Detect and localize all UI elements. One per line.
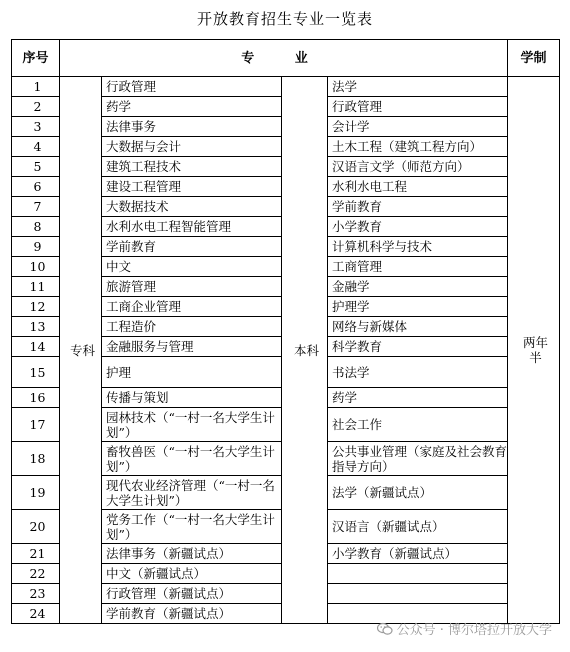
benke-major: 金融学 — [328, 277, 508, 297]
zhuanke-major: 建筑工程技术 — [102, 157, 282, 177]
benke-major — [328, 564, 508, 584]
row-number: 19 — [12, 476, 60, 510]
row-number: 13 — [12, 317, 60, 337]
duration-value — [508, 77, 560, 624]
header-major-label: 专 业 — [241, 50, 326, 66]
row-number: 6 — [12, 177, 60, 197]
benke-major: 书法学 — [328, 357, 508, 388]
duration-text: 两年半 — [523, 335, 549, 365]
table-body — [12, 77, 560, 624]
zhuanke-major: 法律事务（新疆试点） — [102, 544, 282, 564]
row-number: 11 — [12, 277, 60, 297]
zhuanke-major: 药学 — [102, 97, 282, 117]
row-number: 20 — [12, 510, 60, 544]
row-number: 12 — [12, 297, 60, 317]
zhuanke-major: 大数据与会计 — [102, 137, 282, 157]
zhuanke-major: 行政管理（新疆试点） — [102, 584, 282, 604]
benke-major: 小学教育（新疆试点） — [328, 544, 508, 564]
benke-major: 网络与新媒体 — [328, 317, 508, 337]
benke-major: 行政管理 — [328, 97, 508, 117]
row-number: 3 — [12, 117, 60, 137]
benke-major: 法学（新疆试点） — [328, 476, 508, 510]
zhuanke-major: 护理 — [102, 357, 282, 388]
row-number: 16 — [12, 388, 60, 408]
row-number: 18 — [12, 442, 60, 476]
zhuanke-major: 园林技术（“一村一名大学生计划”） — [102, 408, 282, 442]
benke-major — [328, 584, 508, 604]
row-number: 17 — [12, 408, 60, 442]
row-number: 5 — [12, 157, 60, 177]
zhuanke-major: 大数据技术 — [102, 197, 282, 217]
benke-major: 社会工作 — [328, 408, 508, 442]
page-title: 开放教育招生专业一览表 — [196, 10, 373, 28]
zhuanke-major: 学前教育 — [102, 237, 282, 257]
table-row — [12, 77, 560, 97]
row-number: 9 — [12, 237, 60, 257]
benke-major: 科学教育 — [328, 337, 508, 357]
zhuanke-major: 法律事务 — [102, 117, 282, 137]
header-major — [60, 40, 508, 77]
benke-major: 汉语言（新疆试点） — [328, 510, 508, 544]
zhuanke-major: 工商企业管理 — [102, 297, 282, 317]
zhuanke-major: 畜牧兽医（“一村一名大学生计划”） — [102, 442, 282, 476]
row-number: 2 — [12, 97, 60, 117]
row-number: 15 — [12, 357, 60, 388]
zhuanke-major: 水利水电工程智能管理 — [102, 217, 282, 237]
header-duration: 学制 — [508, 40, 560, 77]
benke-major: 护理学 — [328, 297, 508, 317]
majors-table — [11, 39, 560, 624]
row-number: 1 — [12, 77, 60, 97]
zhuanke-major: 中文 — [102, 257, 282, 277]
row-number: 23 — [12, 584, 60, 604]
benke-major: 药学 — [328, 388, 508, 408]
row-number: 8 — [12, 217, 60, 237]
zhuanke-major: 中文（新疆试点） — [102, 564, 282, 584]
benke-major: 小学教育 — [328, 217, 508, 237]
zhuanke-major: 学前教育（新疆试点） — [102, 604, 282, 624]
zhuanke-major: 建设工程管理 — [102, 177, 282, 197]
row-number: 24 — [12, 604, 60, 624]
benke-major: 公共事业管理（家庭及社会教育指导方向） — [328, 442, 508, 476]
benke-major: 汉语言文学（师范方向） — [328, 157, 508, 177]
benke-major: 法学 — [328, 77, 508, 97]
benke-major: 计算机科学与技术 — [328, 237, 508, 257]
zhuanke-major: 金融服务与管理 — [102, 337, 282, 357]
category-zhuanke: 专科 — [60, 77, 102, 624]
row-number: 7 — [12, 197, 60, 217]
watermark-text: 公众号 · 博尔塔拉开放大学 — [396, 623, 552, 638]
benke-major: 学前教育 — [328, 197, 508, 217]
benke-major: 工商管理 — [328, 257, 508, 277]
category-benke: 本科 — [282, 77, 328, 624]
zhuanke-major: 工程造价 — [102, 317, 282, 337]
row-number: 22 — [12, 564, 60, 584]
zhuanke-major: 行政管理 — [102, 77, 282, 97]
header-num: 序号 — [12, 40, 60, 77]
header-row — [12, 40, 560, 77]
benke-major: 水利水电工程 — [328, 177, 508, 197]
row-number: 21 — [12, 544, 60, 564]
row-number: 14 — [12, 337, 60, 357]
zhuanke-major: 旅游管理 — [102, 277, 282, 297]
row-number: 10 — [12, 257, 60, 277]
benke-major: 土木工程（建筑工程方向） — [328, 137, 508, 157]
zhuanke-major: 党务工作（“一村一名大学生计划”） — [102, 510, 282, 544]
watermark — [377, 619, 552, 638]
zhuanke-major: 现代农业经济管理（“一村一名大学生计划”） — [102, 476, 282, 510]
wechat-icon — [377, 622, 393, 636]
zhuanke-major: 传播与策划 — [102, 388, 282, 408]
benke-major: 会计学 — [328, 117, 508, 137]
row-number: 4 — [12, 137, 60, 157]
